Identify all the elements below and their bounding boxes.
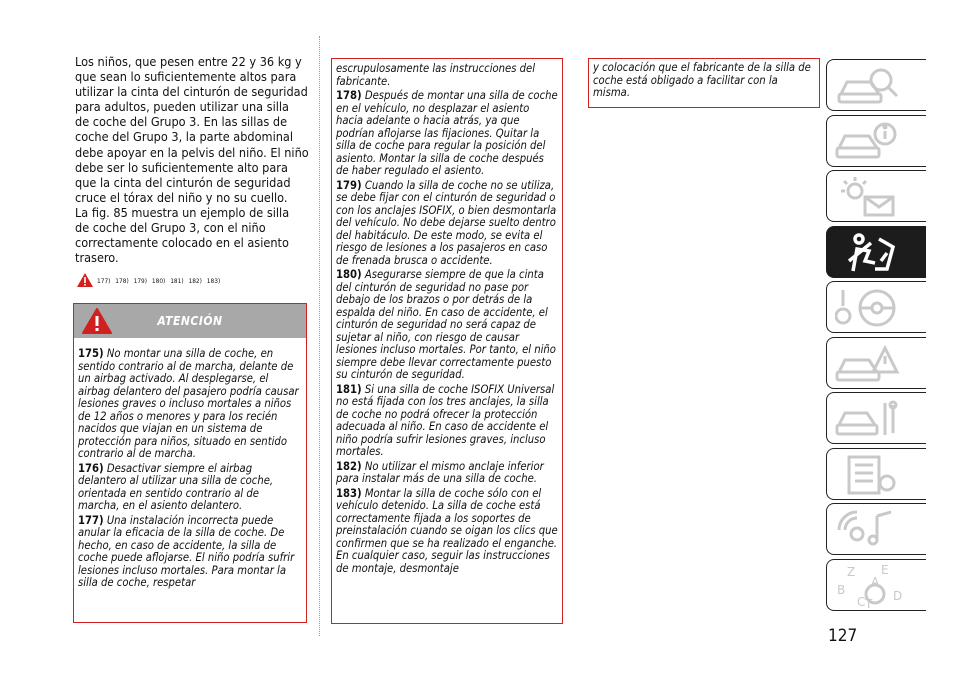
crash-warning-icon [835,342,901,386]
tab-safety[interactable] [826,226,926,278]
index-letter: T [865,596,873,610]
intro-line: trasero. [75,250,119,266]
warning-item [78,463,302,513]
intro-line: coche del Grupo 3, la parte abdominal [75,129,294,145]
warning-references [75,273,315,289]
intro-line: debe ser lo suficientemente alto para [75,159,288,175]
intro-line: utilizar la cinta del cinturón de seguridad [75,84,308,100]
chapter-tabs [826,59,926,614]
warning-body [332,59,562,575]
warning-item [78,515,302,590]
intro-text [75,54,310,265]
intro-line: correctamente colocado en el asiento [75,235,289,251]
intro-line: cruce el tórax del niño y no su cuello. [75,189,288,205]
warning-item [78,348,302,461]
item-number: 181) [336,382,362,396]
warning-end-text: y colocación que el fabricante de la silla de coche está obligado a facilitar con la misma. [593,61,811,99]
warning-triangle-icon [77,273,93,287]
tab-car-info[interactable] [826,115,926,167]
intro-line: de coche del Grupo 3, con el niño [75,220,266,236]
index-letter: C [857,594,866,609]
item-text: Desactivar siempre el airbag delantero al utilizar una silla de coche, orientada en sentido contrario al de marcha, en el asiento delantero. [78,461,274,512]
multimedia-icon [835,508,901,552]
warning-box [73,303,307,623]
warning-lead: escrupulosamente las instrucciones del fabricante. [336,62,536,88]
car-search-icon [835,64,901,108]
warning-item [336,180,558,268]
intro-line: debe apoyar en la pelvis del niño. El niño [75,144,309,160]
item-number: 177) [78,513,104,527]
tab-emergency[interactable] [826,337,926,389]
item-text: Cuando la silla de coche no se utiliza, se debe fijar con el cinturón de seguridad o con los anclajes ISOFIX, o bien desmontarla del vehículo. No debe dejarse suelto dentro del habitáculo. De este modo, se evita el riesgo de lesiones a los pasajeros en caso de frenada brusca o accidente. [336,178,557,267]
column-divider [319,36,320,636]
index-icon [835,564,913,610]
warning-title: ATENCIÓN [157,314,223,328]
tab-multimedia[interactable] [826,503,926,555]
tab-starting-driving[interactable] [826,281,926,333]
item-number: 180) [336,268,362,281]
warning-item [336,488,558,576]
index-letter: E [881,563,889,577]
reference-numbers: 177) 178) 179) 180) 181) 182) 183) [97,277,221,285]
tab-index[interactable] [826,559,926,611]
warning-lights-icon [835,175,901,219]
index-letter: D [893,588,903,603]
warning-item [336,461,558,486]
item-number: 179) [336,178,362,192]
intro-line: Los niños, que pesen entre 22 y 36 kg y [75,54,302,69]
tab-warning-lights[interactable] [826,170,926,222]
intro-line: para adultos, pueden utilizar una silla [75,99,289,115]
item-number: 175) [78,347,104,360]
index-letter: A [871,574,880,589]
item-text: Asegurarse siempre de que la cinta del cinturón de seguridad no pase por debajo de los brazos o por detrás de la espalda del niño. En caso de accidente, el cinturón de seguridad no será capaz de sujetar al niño, con riesgo de causar lesiones incluso mortales. Por tanto, el niño siempre debe llevar correctamente puesto su cinturón de seguridad. [336,268,556,381]
warning-box-end [588,58,820,108]
intro-line: de coche del Grupo 3. En las sillas de [75,114,288,130]
index-letter: B [837,582,846,597]
tab-technical-data[interactable] [826,448,926,500]
item-text: Una instalación incorrecta puede anular la eficacia de la silla de coche. De hecho, en caso de accidente, la silla de coche puede aflojarse. El niño podría sufrir lesiones incluso mortales. Para montar la silla de coche, respetar [78,513,295,589]
intro-line: que sean lo suficientemente altos para [75,69,297,85]
page-number: 127 [828,626,858,646]
item-text: Montar la silla de coche sólo con el vehículo detenido. La silla de coche está correctamente fijada a los soportes de preinstalación cuando se oigan los clics que confirmen que se ha realizado el enganche. En cualquier caso, seguir las instrucciones de montaje, desmontaje [336,486,558,575]
spec-list-icon [835,453,901,497]
index-letter: Z [847,564,856,579]
item-number: 182) [336,459,362,473]
warning-item [336,384,558,459]
warning-box-continued [331,58,563,624]
seat-safety-icon [835,231,901,275]
warning-item [336,90,558,178]
intro-line: que la cinta del cinturón de seguridad [75,174,291,190]
tab-maintenance[interactable] [826,392,926,444]
item-text: Después de montar una silla de coche en el vehículo, no desplazar el asiento hacia adelante o hacia atrás, ya que podrían aflojarse las fijaciones. Quitar la silla de coche para regular la posición del asiento. Montar la silla de coche después de haber regulado el asiento. [336,89,558,177]
car-info-icon [835,120,901,164]
item-number: 176) [78,461,104,475]
steering-key-icon [835,286,901,330]
warning-item [336,269,558,382]
warning-body [74,338,306,590]
car-tools-icon [835,397,901,441]
tab-car-knowledge[interactable] [826,59,926,111]
item-number: 178) [336,89,362,102]
item-number: 183) [336,486,362,500]
warning-header [74,304,306,338]
item-text: No montar una silla de coche, en sentido contrario al de marcha, delante de un airbag activado. Al desplegarse, el airbag delantero del pasajero podría causar lesiones graves o incluso mortales a niños de 12 años o menores y para los recién nacidos que viajan en un sistema de protección para niños, situado en sentido contrario al de marcha. [78,347,299,460]
item-text: No utilizar el mismo anclaje inferior para instalar más de una silla de coche. [336,459,544,485]
item-text: Si una silla de coche ISOFIX Universal no está fijada con los tres anclajes, la silla de coche no podrá ofrecer la protección adecuada al niño. En caso de accidente el niño podría sufrir lesiones graves, incluso mortales. [336,382,555,458]
intro-line: La fig. 85 muestra un ejemplo de silla [75,204,290,220]
